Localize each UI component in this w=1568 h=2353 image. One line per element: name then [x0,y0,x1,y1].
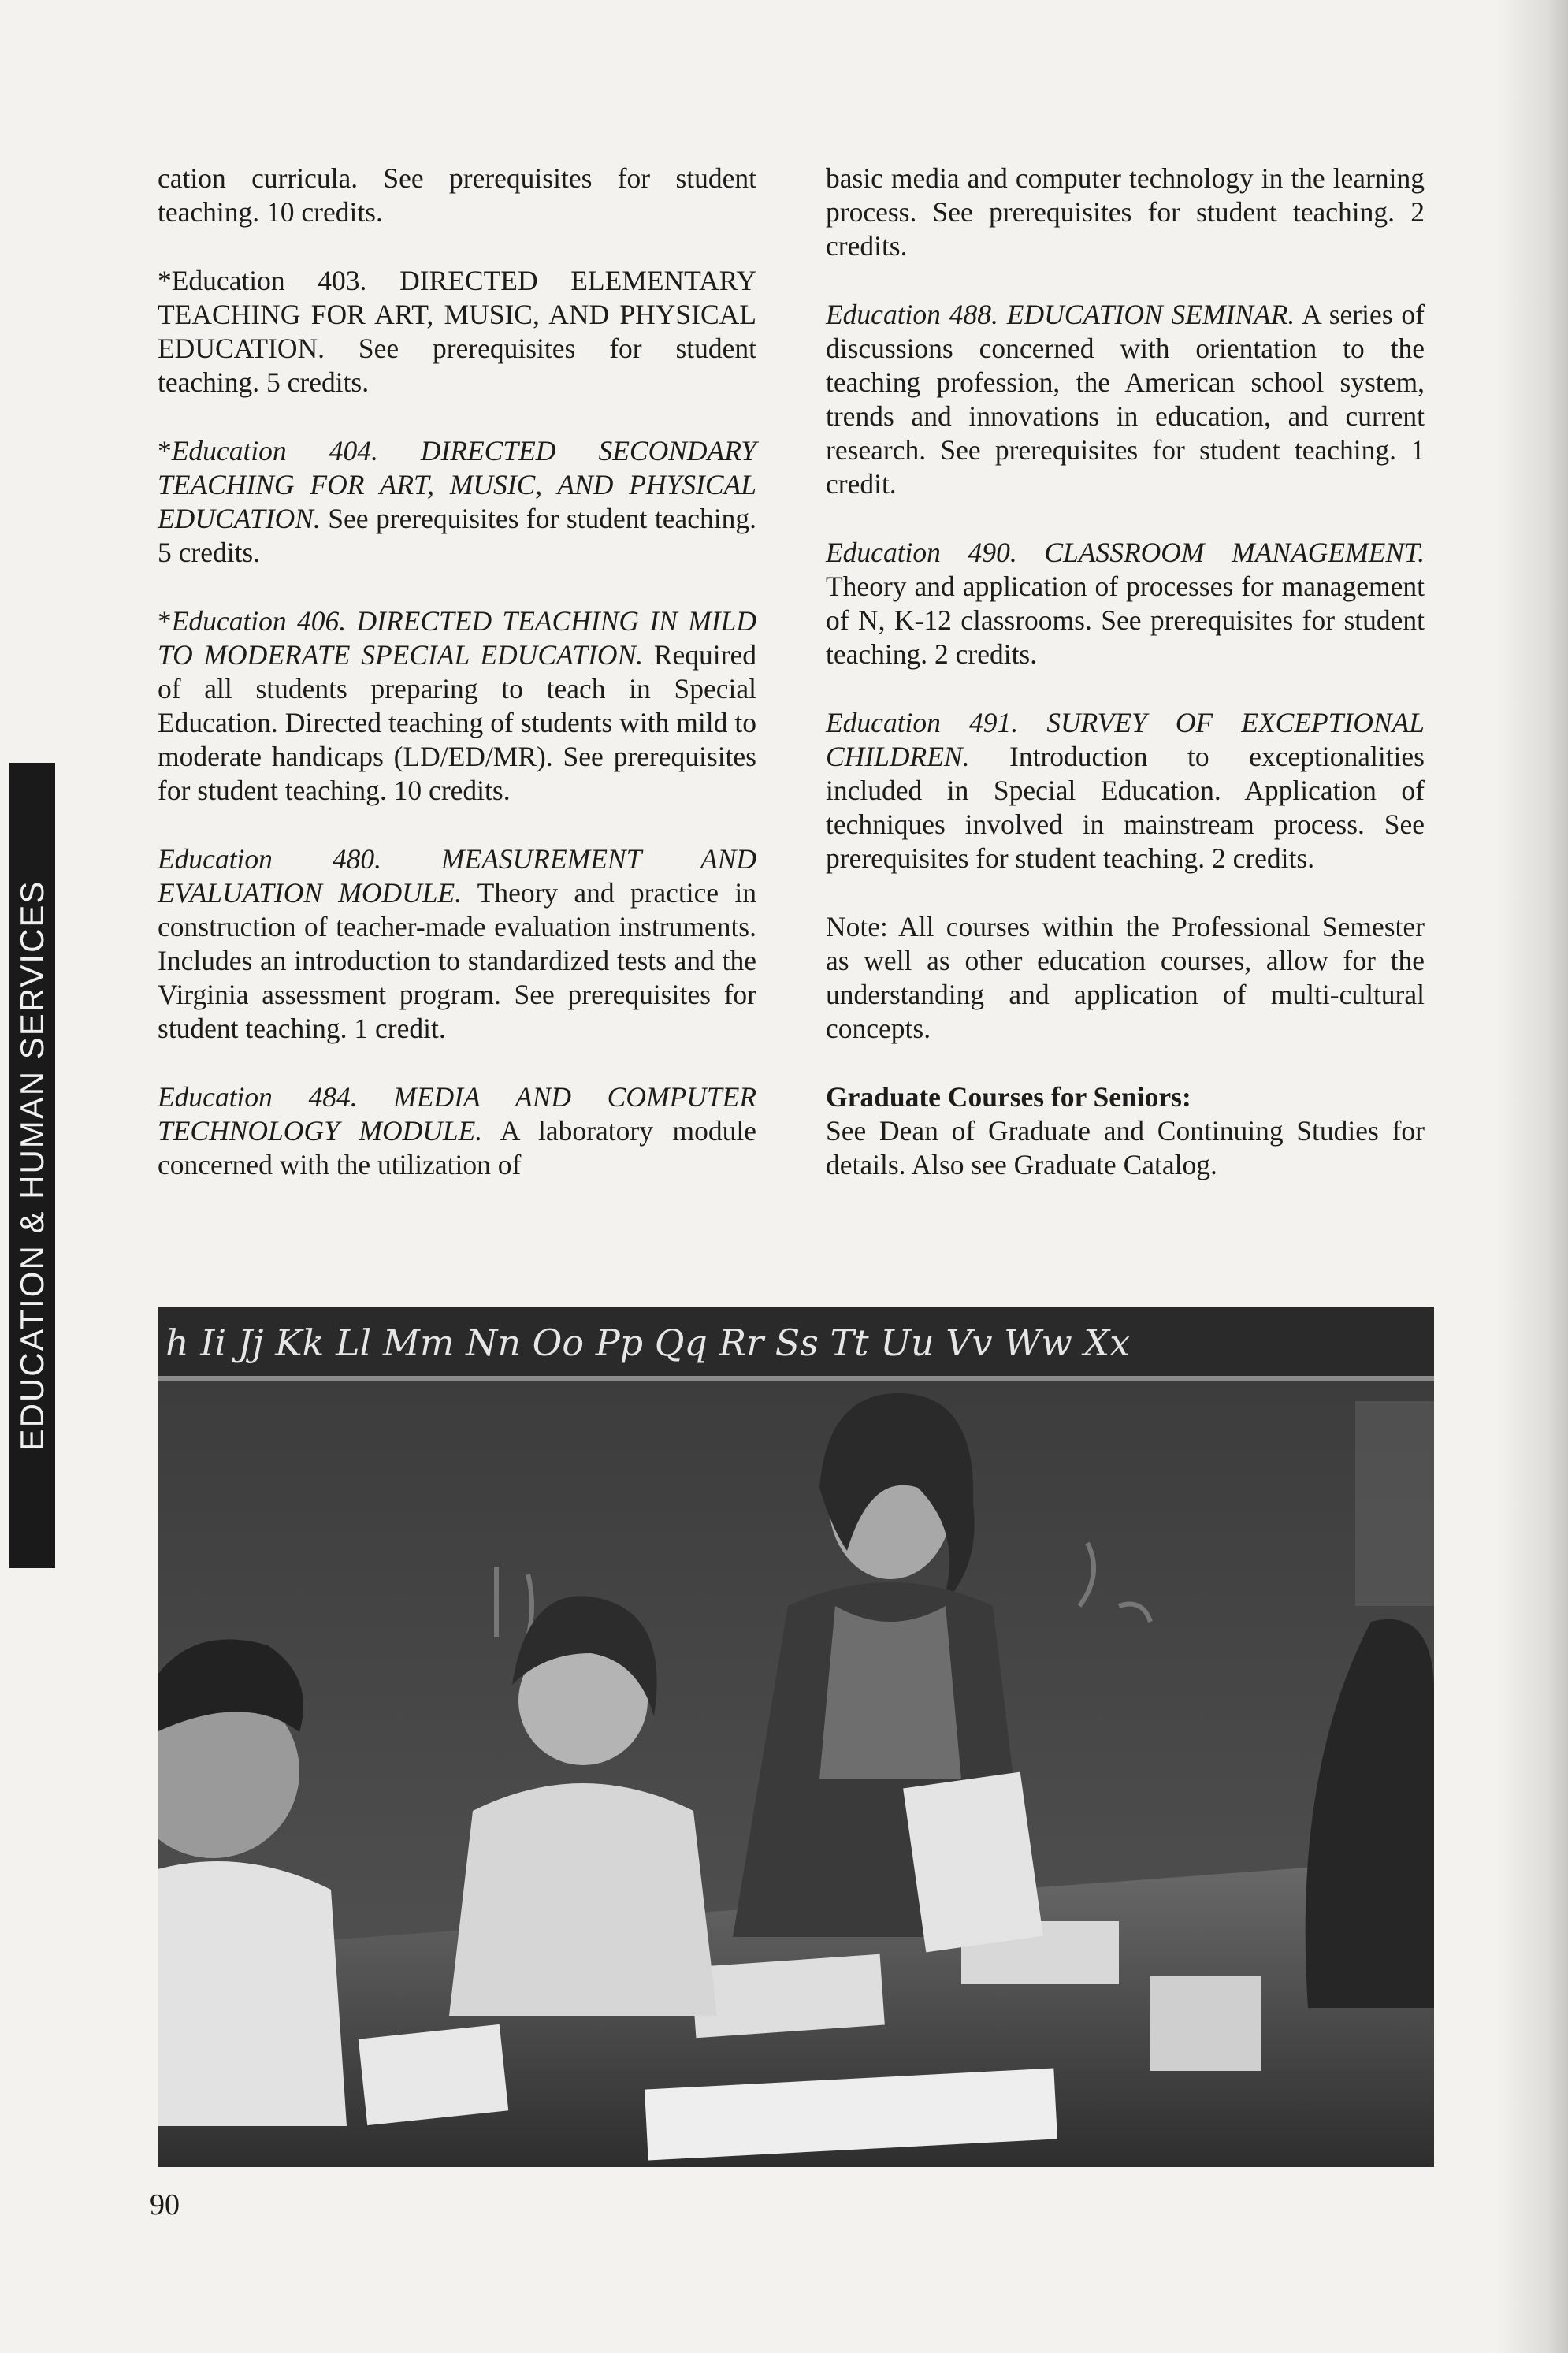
course-description: Introduction to exceptionalities included in Special Education. Application of techniques involved in mainstream process. See prerequisites for student teaching. 2 credits. [826,741,1425,874]
worksheet-paper [359,2024,509,2125]
required-marker: * [158,265,172,296]
course-description: A series of discussions concerned with orientation to the teaching profession, the American school system, trends and innovations in education, and current research. See prerequisites for student teaching. 1 credit. [826,299,1425,500]
course-entry [158,264,756,400]
required-marker: * [158,605,172,637]
note-paragraph [826,910,1425,1046]
worksheet-paper [1150,1976,1261,2071]
page-number: 90 [150,2188,180,2221]
course-title: Education 406. DIRECTED TEACHING IN MILD TO MODERATE SPECIAL EDUCATION. [158,605,756,671]
student-shirt [449,1783,717,2016]
course-entry [158,434,756,570]
course-entry [158,1080,756,1182]
course-title: Education 490. CLASSROOM MANAGEMENT. [826,537,1425,568]
graduate-courses-text: See Dean of Graduate and Continuing Studies for details. Also see Graduate Catalog. [826,1115,1425,1180]
course-description: basic media and computer technology in the learning process. See prerequisites for student teaching. 2 credits. [826,162,1425,262]
left-column [158,162,756,1217]
course-description: Required of all students preparing to teach in Special Education. Directed teaching of students with mild to moderate handicaps (LD/ED/MR). See prerequisites for student teaching. 10 credits. [158,639,756,806]
chalk-numbers-area [1355,1401,1434,1606]
course-title: Education 480. MEASUREMENT AND EVALUATION MODULE. [158,843,756,909]
note-text: Note: All courses within the Professional Semester as well as other education courses, allow for the understanding and application of multi-cultural concepts. [826,911,1425,1044]
student-left-shirt [158,1861,347,2126]
course-entry [826,298,1425,501]
course-entry [826,536,1425,671]
section-side-tab [9,763,55,1568]
course-entry [158,604,756,808]
classroom-photo [158,1307,1434,2167]
course-description: Theory and application of processes for management of N, K-12 classrooms. See prerequisites for student teaching. 2 credits. [826,571,1425,670]
required-marker: * [158,435,172,467]
course-description: See prerequisites for student teaching. 5 credits. [158,333,756,398]
course-entry [826,706,1425,875]
alphabet-strip-letters: h Ii Jj Kk Ll Mm Nn Oo Pp Qq Rr Ss Tt Uu Vv Ww Xx [165,1321,1131,1364]
course-title: Education 484. MEDIA AND COMPUTER TECHNOLOGY MODULE. [158,1081,756,1147]
worksheet-paper [691,1954,885,2039]
course-entry [158,842,756,1046]
course-entry [158,162,756,229]
course-title: Education 488. EDUCATION SEMINAR. [826,299,1295,330]
course-description: Theory and practice in construction of teacher-made evaluation instruments. Includes an introduction to standardized tests and the Virginia assessment program. See prerequisites for student teaching. 1 credit. [158,877,756,1044]
course-title: Education 404. DIRECTED SECONDARY TEACHING FOR ART, MUSIC, AND PHYSICAL EDUCATION. [158,435,756,534]
teacher-scarf [819,1606,961,1779]
course-title: Education 491. SURVEY OF EXCEPTIONAL CHILDREN. [826,707,1425,772]
right-column [826,162,1425,1182]
section-side-tab-label: EDUCATION & HUMAN SERVICES [13,879,50,1452]
classroom-photo-illustration [158,1307,1434,2167]
course-title: Education 403. DIRECTED ELEMENTARY TEACHING FOR ART, MUSIC, AND PHYSICAL EDUCATION. [158,265,756,364]
course-description: See prerequisites for student teaching. 5 credits. [158,503,756,568]
chalk-rail [158,1376,1434,1381]
course-description: cation curricula. See prerequisites for student teaching. 10 credits. [158,162,756,228]
course-description: A laboratory module concerned with the utilization of [158,1115,756,1180]
handout-paper [903,1772,1043,1953]
page-edge-shadow [1497,0,1568,2353]
graduate-courses-heading: Graduate Courses for Seniors: [826,1081,1191,1113]
course-entry [826,162,1425,263]
